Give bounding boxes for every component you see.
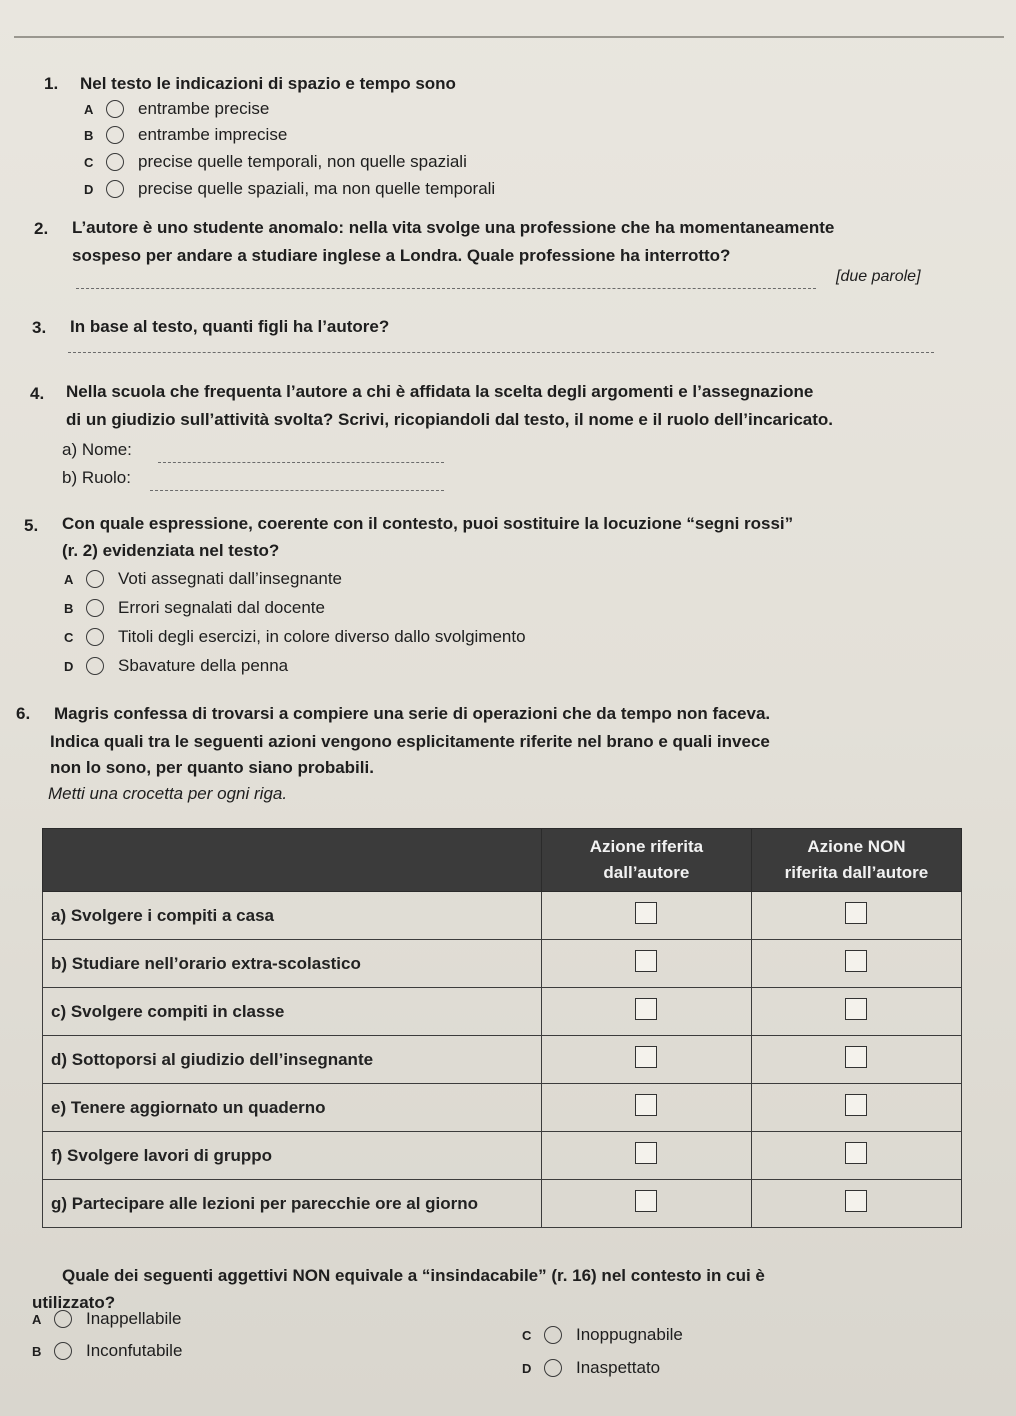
cell-non-riferita	[751, 892, 961, 940]
cell-riferita	[541, 1084, 751, 1132]
radio-circle[interactable]	[544, 1359, 562, 1377]
option-text: Errori segnalati dal docente	[118, 598, 325, 617]
checkbox-riferita[interactable]	[635, 1190, 657, 1212]
checkbox-non-riferita[interactable]	[845, 998, 867, 1020]
q5-option-d[interactable]	[64, 653, 288, 679]
cell-riferita	[541, 1036, 751, 1084]
option-text: Inoppugnabile	[576, 1325, 683, 1344]
q4-line2: di un giudizio sull’attività svolta? Scrivi, ricopiandoli dal testo, il nome e il ruolo dell’incaricato.	[66, 410, 834, 429]
option-letter: B	[32, 1343, 42, 1359]
option-letter: C	[64, 629, 74, 645]
cell-non-riferita	[751, 1180, 961, 1228]
q5-option-a[interactable]	[64, 566, 342, 592]
q3-number: 3.	[32, 318, 47, 337]
radio-circle[interactable]	[54, 1310, 72, 1328]
checkbox-riferita[interactable]	[635, 1142, 657, 1164]
q5-number: 5.	[24, 516, 39, 535]
radio-circle[interactable]	[86, 599, 104, 617]
row-action: a) Svolgere i compiti a casa	[43, 892, 542, 940]
q3-answer-line[interactable]	[68, 352, 934, 353]
option-letter: C	[84, 154, 94, 170]
cell-riferita	[541, 1132, 751, 1180]
q6-line3: non lo sono, per quanto siano probabili.	[50, 758, 374, 777]
q1-option-d[interactable]	[84, 176, 495, 202]
q6-table	[42, 828, 962, 1228]
table-row	[43, 1036, 962, 1084]
q1-number: 1.	[44, 74, 59, 93]
q2-line2: sospeso per andare a studiare inglese a Londra. Quale professione ha interrotto?	[72, 246, 731, 265]
header-riferita-line2: dall’autore	[603, 863, 690, 882]
row-action: c) Svolgere compiti in classe	[43, 988, 542, 1036]
q6-number: 6.	[16, 704, 31, 723]
radio-circle[interactable]	[106, 100, 124, 118]
checkbox-non-riferita[interactable]	[845, 1190, 867, 1212]
q2-answer-line[interactable]	[76, 288, 816, 289]
checkbox-riferita[interactable]	[635, 950, 657, 972]
q7-option-b[interactable]	[32, 1338, 182, 1364]
q4-role-line[interactable]	[150, 490, 444, 491]
row-action: b) Studiare nell’orario extra-scolastico	[43, 940, 542, 988]
q5-line2: (r. 2) evidenziata nel testo?	[62, 541, 280, 560]
q1-text: Nel testo le indicazioni di spazio e tempo sono	[80, 74, 456, 93]
q4-name-label: a) Nome:	[62, 440, 132, 459]
q7-line2: utilizzato?	[32, 1293, 116, 1312]
option-text: Inappellabile	[86, 1309, 182, 1328]
header-riferita	[541, 829, 751, 892]
header-non-riferita-line1: Azione NON	[807, 837, 906, 856]
checkbox-riferita[interactable]	[635, 902, 657, 924]
q5-option-b[interactable]	[64, 595, 325, 621]
q4-role-label: b) Ruolo:	[62, 468, 131, 487]
option-text: Inaspettato	[576, 1358, 661, 1377]
cell-riferita	[541, 892, 751, 940]
radio-circle[interactable]	[544, 1326, 562, 1344]
checkbox-riferita[interactable]	[635, 1046, 657, 1068]
option-text: Sbavature della penna	[118, 656, 289, 675]
q1-option-a[interactable]	[84, 96, 269, 122]
q2-line1: L’autore è uno studente anomalo: nella vita svolge una professione che ha momentaneamente	[72, 218, 835, 237]
option-letter: B	[84, 127, 94, 143]
cell-non-riferita	[751, 940, 961, 988]
option-text: Voti assegnati dall’insegnante	[118, 569, 342, 588]
option-text: precise quelle spaziali, ma non quelle temporali	[138, 179, 496, 198]
radio-circle[interactable]	[106, 180, 124, 198]
cell-non-riferita	[751, 1132, 961, 1180]
option-text: Titoli degli esercizi, in colore diverso dallo svolgimento	[118, 627, 526, 646]
q2-hint: [due parole]	[836, 268, 921, 285]
q6-instruction: Metti una crocetta per ogni riga.	[48, 784, 288, 803]
table-header-row	[43, 829, 962, 892]
cell-riferita	[541, 1180, 751, 1228]
row-action: d) Sottoporsi al giudizio dell’insegnante	[43, 1036, 542, 1084]
table-row	[43, 1180, 962, 1228]
cell-riferita	[541, 940, 751, 988]
q5-line1: Con quale espressione, coerente con il contesto, puoi sostituire la locuzione “segni rossi”	[62, 514, 794, 533]
header-non-riferita	[751, 829, 961, 892]
q2-number: 2.	[34, 219, 49, 238]
table-row	[43, 940, 962, 988]
option-text: precise quelle temporali, non quelle spaziali	[138, 152, 467, 171]
q6-line1: Magris confessa di trovarsi a compiere una serie di operazioni che da tempo non faceva.	[54, 704, 771, 723]
q1-option-b[interactable]	[84, 122, 287, 148]
header-riferita-line1: Azione riferita	[589, 837, 704, 856]
radio-circle[interactable]	[106, 153, 124, 171]
cell-non-riferita	[751, 1084, 961, 1132]
checkbox-riferita[interactable]	[635, 998, 657, 1020]
q7-option-a[interactable]	[32, 1306, 181, 1332]
option-text: entrambe imprecise	[138, 125, 288, 144]
top-divider	[14, 36, 1004, 38]
checkbox-non-riferita[interactable]	[845, 1046, 867, 1068]
header-non-riferita-line2: riferita dall’autore	[784, 863, 929, 882]
option-letter: A	[84, 101, 94, 117]
q3-text: In base al testo, quanti figli ha l’autore?	[70, 317, 390, 336]
row-action: e) Tenere aggiornato un quaderno	[43, 1084, 542, 1132]
q1-option-c[interactable]	[84, 149, 467, 175]
cell-riferita	[541, 988, 751, 1036]
checkbox-non-riferita[interactable]	[845, 950, 867, 972]
option-letter: A	[64, 571, 74, 587]
row-action: f) Svolgere lavori di gruppo	[43, 1132, 542, 1180]
table-row	[43, 988, 962, 1036]
cell-non-riferita	[751, 988, 961, 1036]
q4-name-line[interactable]	[158, 462, 444, 463]
option-letter: D	[522, 1360, 532, 1376]
checkbox-non-riferita[interactable]	[845, 1142, 867, 1164]
q7-line1: Quale dei seguenti aggettivi NON equivale a “insindacabile” (r. 16) nel contesto in cui è	[62, 1266, 765, 1285]
option-letter: C	[522, 1327, 532, 1343]
header-empty	[43, 829, 542, 892]
checkbox-riferita[interactable]	[635, 1094, 657, 1116]
radio-circle[interactable]	[106, 126, 124, 144]
option-letter: D	[64, 658, 74, 674]
radio-circle[interactable]	[86, 628, 104, 646]
q7-option-c[interactable]	[522, 1322, 683, 1348]
cell-non-riferita	[751, 1036, 961, 1084]
row-action: g) Partecipare alle lezioni per parecchie ore al giorno	[43, 1180, 542, 1228]
option-letter: B	[64, 600, 74, 616]
option-text: Inconfutabile	[86, 1341, 183, 1360]
radio-circle[interactable]	[86, 657, 104, 675]
q6-line2: Indica quali tra le seguenti azioni vengono esplicitamente riferite nel brano e quali invece	[50, 732, 770, 751]
table-row	[43, 1132, 962, 1180]
table-row	[43, 892, 962, 940]
radio-circle[interactable]	[86, 570, 104, 588]
option-letter: D	[84, 181, 94, 197]
option-text: entrambe precise	[138, 99, 270, 118]
radio-circle[interactable]	[54, 1342, 72, 1360]
q5-option-c[interactable]	[64, 624, 526, 650]
checkbox-non-riferita[interactable]	[845, 902, 867, 924]
q7-option-d[interactable]	[522, 1355, 660, 1381]
checkbox-non-riferita[interactable]	[845, 1094, 867, 1116]
option-letter: A	[32, 1311, 42, 1327]
q4-line1: Nella scuola che frequenta l’autore a chi è affidata la scelta degli argomenti e l’assegnazione	[66, 382, 814, 401]
table-row	[43, 1084, 962, 1132]
q4-number: 4.	[30, 384, 45, 403]
